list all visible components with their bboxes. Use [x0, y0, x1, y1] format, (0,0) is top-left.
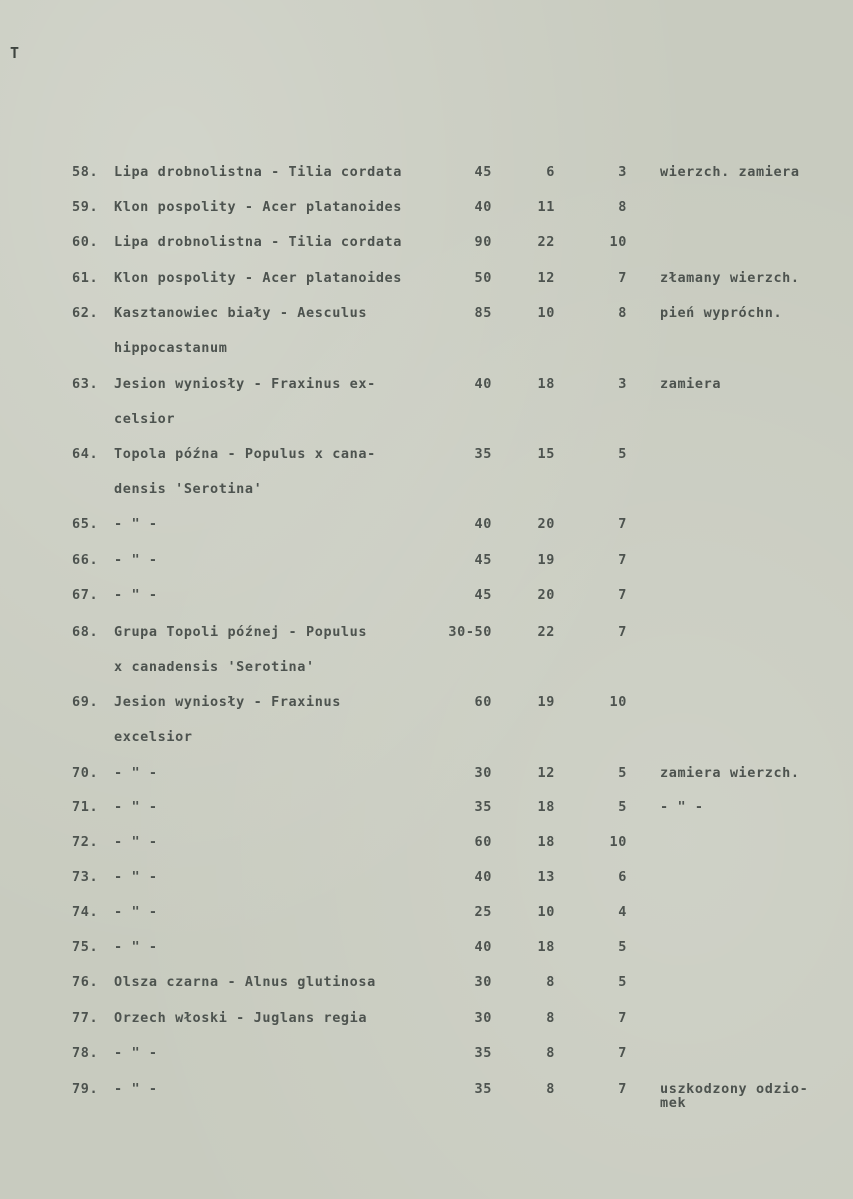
row-number: 68. [72, 624, 99, 640]
row-number: 65. [72, 516, 99, 532]
tree-name: - " - [114, 765, 158, 781]
row-number: 62. [72, 305, 99, 321]
tree-name: - " - [114, 1081, 158, 1097]
value-col-1: 40 [474, 869, 492, 885]
value-col-3: 5 [618, 974, 627, 990]
value-col-3: 7 [618, 270, 627, 286]
value-col-2: 18 [537, 799, 555, 815]
value-col-3: 4 [618, 904, 627, 920]
value-col-1: 40 [474, 516, 492, 532]
value-col-3: 7 [618, 1081, 627, 1097]
value-col-2: 20 [537, 516, 555, 532]
value-col-2: 12 [537, 270, 555, 286]
value-col-1: 40 [474, 199, 492, 215]
value-col-2: 11 [537, 199, 555, 215]
row-number: 67. [72, 587, 99, 603]
tree-name: - " - [114, 1045, 158, 1061]
tree-name: Lipa drobnolistna - Tilia cordata [114, 234, 403, 250]
row-number: 63. [72, 376, 99, 392]
row-number: 71. [72, 799, 99, 815]
value-col-3: 5 [618, 765, 627, 781]
value-col-3: 5 [618, 939, 627, 955]
tree-name-continued: x canadensis 'Serotina' [114, 659, 315, 675]
tree-name: - " - [114, 799, 158, 815]
row-number: 78. [72, 1045, 99, 1061]
tree-name-continued: celsior [114, 411, 176, 427]
value-col-1: 50 [474, 270, 492, 286]
remark: zamiera [660, 376, 722, 392]
row-number: 73. [72, 869, 99, 885]
tree-name: - " - [114, 904, 158, 920]
value-col-2: 20 [537, 587, 555, 603]
value-col-2: 8 [546, 1045, 555, 1061]
value-col-3: 7 [618, 587, 627, 603]
value-col-3: 7 [618, 1010, 627, 1026]
value-col-3: 10 [609, 234, 627, 250]
value-col-3: 7 [618, 624, 627, 640]
tree-name: Lipa drobnolistna - Tilia cordata [114, 164, 403, 180]
value-col-1: 40 [474, 939, 492, 955]
value-col-2: 13 [537, 869, 555, 885]
corner-mark: T [10, 44, 20, 62]
row-number: 60. [72, 234, 99, 250]
value-col-2: 10 [537, 305, 555, 321]
value-col-3: 10 [609, 694, 627, 710]
value-col-2: 8 [546, 1081, 555, 1097]
value-col-2: 6 [546, 164, 555, 180]
row-number: 66. [72, 552, 99, 568]
value-col-3: 6 [618, 869, 627, 885]
value-col-3: 7 [618, 516, 627, 532]
value-col-2: 10 [537, 904, 555, 920]
value-col-1: 35 [474, 446, 492, 462]
tree-name: - " - [114, 552, 158, 568]
value-col-2: 18 [537, 834, 555, 850]
remark: - " - [660, 799, 704, 815]
tree-name: - " - [114, 939, 158, 955]
value-col-3: 5 [618, 799, 627, 815]
tree-name: - " - [114, 869, 158, 885]
value-col-3: 7 [618, 552, 627, 568]
value-col-2: 18 [537, 376, 555, 392]
value-col-1: 60 [474, 834, 492, 850]
value-col-3: 5 [618, 446, 627, 462]
tree-name: Topola późna - Populus x cana- [114, 446, 376, 462]
tree-name: Grupa Topoli późnej - Populus [114, 624, 368, 640]
value-col-3: 3 [618, 164, 627, 180]
row-number: 69. [72, 694, 99, 710]
value-col-2: 22 [537, 624, 555, 640]
value-col-2: 19 [537, 694, 555, 710]
value-col-2: 12 [537, 765, 555, 781]
remark: wierzch. zamiera [660, 164, 800, 180]
value-col-3: 8 [618, 305, 627, 321]
row-number: 61. [72, 270, 99, 286]
tree-name: - " - [114, 834, 158, 850]
value-col-1: 35 [474, 799, 492, 815]
remark: pień wypróchn. [660, 305, 783, 321]
value-col-1: 30 [474, 1010, 492, 1026]
value-col-1: 30 [474, 974, 492, 990]
value-col-1: 60 [474, 694, 492, 710]
value-col-1: 30-50 [448, 624, 492, 640]
row-number: 64. [72, 446, 99, 462]
tree-name: Jesion wyniosły - Fraxinus ex- [114, 376, 376, 392]
value-col-2: 8 [546, 1010, 555, 1026]
row-number: 77. [72, 1010, 99, 1026]
tree-name-continued: hippocastanum [114, 340, 228, 356]
row-number: 58. [72, 164, 99, 180]
tree-name: Orzech włoski - Juglans regia [114, 1010, 368, 1026]
value-col-2: 8 [546, 974, 555, 990]
row-number: 59. [72, 199, 99, 215]
remark: złamany wierzch. [660, 270, 800, 286]
remark: uszkodzony odzio- [660, 1081, 809, 1097]
row-number: 74. [72, 904, 99, 920]
tree-name-continued: excelsior [114, 729, 193, 745]
tree-name: Kasztanowiec biały - Aesculus [114, 305, 368, 321]
value-col-3: 3 [618, 376, 627, 392]
value-col-1: 90 [474, 234, 492, 250]
value-col-1: 45 [474, 164, 492, 180]
value-col-1: 30 [474, 765, 492, 781]
tree-name: - " - [114, 587, 158, 603]
value-col-1: 25 [474, 904, 492, 920]
value-col-3: 10 [609, 834, 627, 850]
value-col-2: 22 [537, 234, 555, 250]
value-col-3: 7 [618, 1045, 627, 1061]
row-number: 72. [72, 834, 99, 850]
value-col-1: 40 [474, 376, 492, 392]
tree-name: Klon pospolity - Acer platanoides [114, 270, 403, 286]
row-number: 79. [72, 1081, 99, 1097]
value-col-2: 15 [537, 446, 555, 462]
remark: zamiera wierzch. [660, 765, 800, 781]
value-col-1: 35 [474, 1081, 492, 1097]
value-col-1: 45 [474, 552, 492, 568]
remark-continued: mek [660, 1095, 687, 1111]
value-col-1: 85 [474, 305, 492, 321]
value-col-1: 45 [474, 587, 492, 603]
tree-name: Klon pospolity - Acer platanoides [114, 199, 403, 215]
tree-name-continued: densis 'Serotina' [114, 481, 263, 497]
row-number: 70. [72, 765, 99, 781]
value-col-2: 19 [537, 552, 555, 568]
row-number: 76. [72, 974, 99, 990]
value-col-2: 18 [537, 939, 555, 955]
value-col-1: 35 [474, 1045, 492, 1061]
value-col-3: 8 [618, 199, 627, 215]
tree-name: Olsza czarna - Alnus glutinosa [114, 974, 376, 990]
tree-name: Jesion wyniosły - Fraxinus [114, 694, 341, 710]
row-number: 75. [72, 939, 99, 955]
tree-name: - " - [114, 516, 158, 532]
